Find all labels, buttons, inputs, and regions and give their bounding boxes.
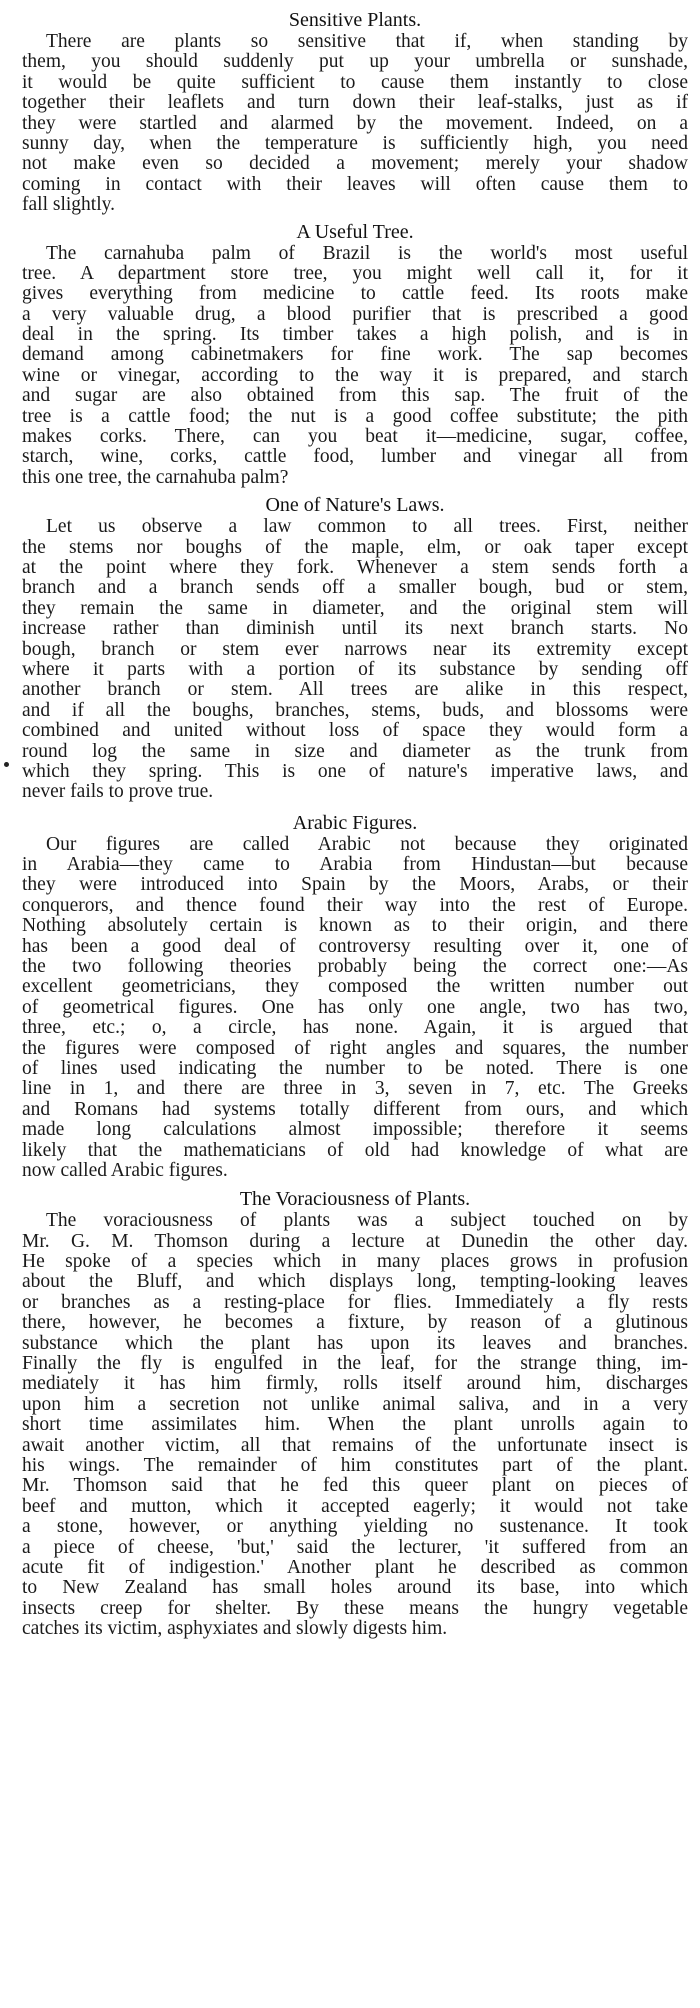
text-line: and Romans had systems totally different from ours, and which	[22, 1098, 688, 1120]
article-section	[22, 8, 688, 216]
text-line: not make even so decided a movement; merely your shadow	[22, 153, 688, 175]
text-line: it would be quite sufficient to cause them instantly to close	[22, 71, 688, 93]
text-line: starch, wine, corks, cattle food, lumber and vinegar all from	[22, 446, 688, 468]
article-body	[22, 517, 688, 802]
text-line: catches its victim, asphyxiates and slowly digests him.	[22, 1618, 448, 1640]
text-line: they were introduced into Spain by the Moors, Arabs, or their	[22, 874, 688, 896]
text-line: Mr. Thomson said that he fed this queer plant on pieces of	[22, 1475, 688, 1497]
text-line: the figures were composed of right angles and squares, the number	[22, 1037, 688, 1059]
text-line: fall slightly.	[22, 194, 115, 216]
text-line: conquerors, and thence found their way into the rest of Europe.	[22, 894, 688, 916]
article-section	[22, 811, 688, 1182]
text-line: of lines used indicating the number to be noted. There is one	[22, 1057, 688, 1079]
text-line: Finally the fly is engulfed in the leaf, for the strange thing, im-	[22, 1353, 688, 1375]
text-line: branch and a branch sends off a smaller bough, bud or stem,	[22, 577, 688, 599]
text-line: likely that the mathematicians of old had knowledge of what are	[22, 1139, 688, 1161]
text-line: combined and united without loss of space they would form a	[22, 720, 688, 742]
text-line: a very valuable drug, a blood purifier that is prescribed a good	[22, 303, 688, 325]
text-line: at the point where they fork. Whenever a stem sends forth a	[22, 556, 688, 578]
text-line: demand among cabinetmakers for fine work. The sap becomes	[22, 344, 688, 366]
text-line: there, however, he becomes a fixture, by reason of a glutinous	[22, 1312, 688, 1334]
text-line: Let us observe a law common to all trees. First, neither	[46, 516, 688, 538]
article-body	[22, 1211, 688, 1639]
text-line: mediately it has him firmly, rolls itself around him, discharges	[22, 1373, 688, 1395]
text-line: of geometrical figures. One has only one angle, two has two,	[22, 996, 688, 1018]
text-line: another branch or stem. All trees are alike in this respect,	[22, 679, 688, 701]
text-line: the two following theories probably being the correct one:—As	[22, 956, 688, 978]
text-line: the stems nor boughs of the maple, elm, or oak taper except	[22, 536, 688, 558]
text-line: or branches as a resting-place for flies. Immediately a fly rests	[22, 1291, 688, 1313]
article-body	[22, 244, 688, 489]
text-line: where it parts with a portion of its substance by sending off	[22, 658, 688, 680]
text-line: await another victim, all that remains of the unfortunate insect is	[22, 1434, 688, 1456]
text-line: sunny day, when the temperature is sufficiently high, you need	[22, 132, 688, 154]
text-line: round log the same in size and diameter as the trunk from	[22, 740, 688, 762]
text-line: three, etc.; o, a circle, has none. Again, it is argued that	[22, 1017, 688, 1039]
text-line: Nothing absolutely certain is known as to their origin, and there	[22, 915, 688, 937]
text-line: about the Bluff, and which displays long, tempting-looking leaves	[22, 1271, 688, 1293]
text-line: them, you should suddenly put up your umbrella or sunshade,	[22, 51, 688, 73]
text-line: He spoke of a species which in many places grows in profusion	[22, 1251, 688, 1273]
article-title: The Voraciousness of Plants.	[239, 1188, 471, 1211]
article-title: Sensitive Plants.	[288, 9, 422, 31]
text-line: acute fit of indigestion.' Another plant he described as common	[22, 1556, 688, 1578]
article-section	[22, 493, 688, 802]
text-line: short time assimilates him. When the plant unrolls again to	[22, 1414, 688, 1436]
text-line: bough, branch or stem ever narrows near its extremity except	[22, 638, 688, 660]
text-line: they were startled and alarmed by the movement. Indeed, on a	[22, 112, 688, 134]
text-line: insects creep for shelter. By these means the hungry vegetable	[22, 1597, 688, 1619]
text-line: has been a good deal of controversy resulting over it, one of	[22, 935, 688, 957]
text-line: a piece of cheese, 'but,' said the lecturer, 'it suffered from an	[22, 1536, 688, 1558]
text-line: beef and mutton, which it accepted eagerly; it would not take	[22, 1495, 688, 1517]
article-section	[22, 1187, 688, 1639]
text-line: excellent geometricians, they composed the written number out	[22, 976, 688, 998]
text-line: deal in the spring. Its timber takes a high polish, and is in	[22, 324, 688, 346]
text-line: gives everything from medicine to cattle feed. Its roots make	[22, 283, 688, 305]
text-line: upon him a secretion not unlike animal saliva, and in a very	[22, 1393, 688, 1415]
text-line: and sugar are also obtained from this sap. The fruit of the	[22, 385, 688, 407]
text-line: The carnahuba palm of Brazil is the world's most useful	[46, 242, 688, 264]
text-line: and if all the boughs, branches, stems, buds, and blossoms were	[22, 699, 688, 721]
article-title: Arabic Figures.	[292, 811, 418, 834]
text-line: coming in contact with their leaves will often cause them to	[22, 173, 688, 195]
text-line: to New Zealand has small holes around its base, into which	[22, 1577, 688, 1599]
text-line: The voraciousness of plants was a subject touched on by	[46, 1210, 688, 1232]
text-line: they remain the same in diameter, and the original stem will	[22, 597, 688, 619]
text-line: wine or vinegar, according to the way it is prepared, and starch	[22, 364, 688, 386]
text-line: There are plants so sensitive that if, when standing by	[46, 31, 688, 52]
text-line: made long calculations almost impossible; therefore it seems	[22, 1119, 688, 1141]
article-column	[22, 8, 688, 1640]
text-line: a stone, however, or anything yielding no sustenance. It took	[22, 1516, 688, 1538]
article-title: A Useful Tree.	[296, 220, 414, 243]
margin-dot	[4, 762, 9, 767]
text-line: makes corks. There, can you beat it—medicine, sugar, coffee,	[22, 426, 688, 448]
text-line: Mr. G. M. Thomson during a lecture at Dunedin the other day.	[22, 1230, 688, 1252]
text-line: this one tree, the carnahuba palm?	[22, 466, 289, 488]
text-line: Our figures are called Arabic not because they originated	[46, 833, 688, 855]
article-section	[22, 220, 688, 489]
article-title: One of Nature's Laws.	[265, 494, 445, 517]
text-line: together their leaflets and turn down their leaf-stalks, just as if	[22, 92, 688, 114]
text-line: in Arabia—they came to Arabia from Hindustan—but because	[22, 854, 688, 876]
text-line: never fails to prove true.	[22, 781, 214, 803]
text-line: increase rather than diminish until its next branch starts. No	[22, 618, 688, 640]
text-line: his wings. The remainder of him constitutes part of the plant.	[22, 1455, 688, 1476]
article-body	[22, 32, 688, 216]
text-line: now called Arabic figures.	[22, 1159, 228, 1181]
article-body	[22, 835, 688, 1182]
text-line: tree is a cattle food; the nut is a good coffee substitute; the pith	[22, 405, 688, 427]
text-line: line in 1, and there are three in 3, seven in 7, etc. The Greeks	[22, 1078, 688, 1100]
text-line: substance which the plant has upon its leaves and branches.	[22, 1332, 688, 1354]
text-line: which they spring. This is one of nature's imperative laws, and	[22, 760, 688, 782]
text-line: tree. A department store tree, you might well call it, for it	[22, 262, 688, 284]
